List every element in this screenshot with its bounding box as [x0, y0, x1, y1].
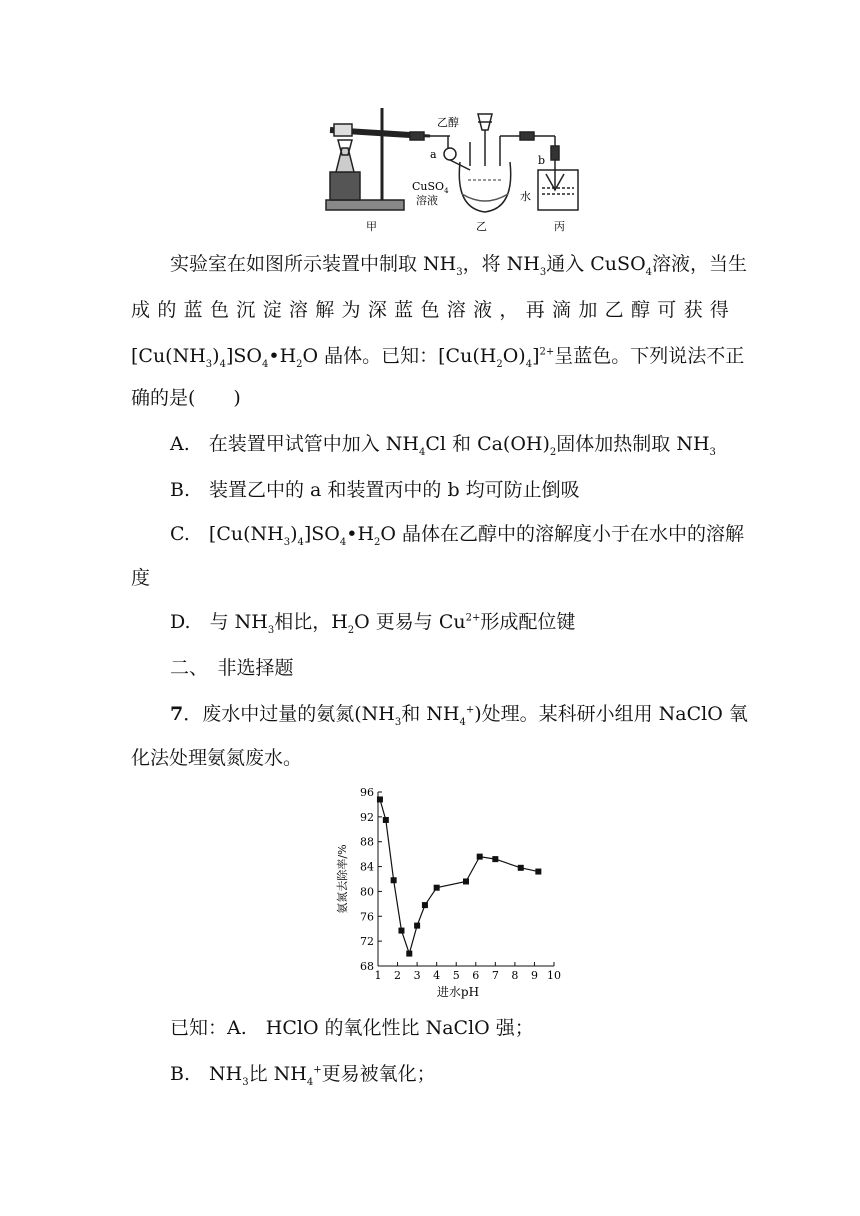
q6-option-d[interactable]: D. 与 $NH_3$相比，$H_2O$ 更易与 $Cu^{2+}$形成配位键 [170, 611, 576, 636]
stem-char: ， [499, 299, 519, 321]
stem-char: 沉 [236, 299, 256, 321]
q6-stem-line1: 实验室在如图所示装置中制取 $NH_3$，将 $NH_3$通入 CuSO$_4$溶液，当生 [170, 253, 748, 278]
stem-char: 的 [157, 299, 177, 321]
data-point [477, 854, 483, 860]
x-tick-label: 2 [394, 969, 402, 982]
stem-char: 再 [525, 299, 545, 321]
data-point [535, 869, 541, 875]
stem-char: 成 [131, 299, 151, 321]
data-point [398, 928, 404, 934]
q6-option-a[interactable]: A. 在装置甲试管中加入 $NH_4Cl$ 和 $Ca(OH)_2$固体加热制取 $NH_3$ [170, 433, 716, 458]
y-tick-label: 96 [360, 786, 374, 799]
q7-stem-line2: 化法处理氨氮废水。 [131, 747, 303, 769]
data-point [406, 951, 412, 957]
y-tick-label: 76 [360, 910, 374, 924]
data-point [518, 865, 524, 871]
known-line1: 已知：A. HClO 的氧化性比 NaClO 强； [170, 1017, 534, 1039]
apparatus-figure [320, 100, 590, 235]
label-ethanol: 乙醇 [437, 116, 459, 129]
label-jia: 甲 [366, 220, 377, 233]
label-bing: 丙 [554, 220, 565, 233]
label-b: b [538, 154, 546, 167]
stem-char: 乙 [604, 299, 624, 321]
stem-char: 得 [709, 299, 729, 321]
removal-rate-chart [328, 782, 568, 1004]
data-point [377, 796, 383, 802]
q6-stem-line4: 确的是( ) [131, 387, 241, 409]
q6-option-b[interactable]: B. 装置乙中的 a 和装置丙中的 b 均可防止倒吸 [170, 479, 580, 501]
data-point [391, 877, 397, 883]
q7-number: 7 [170, 703, 184, 725]
stem-char: 解 [315, 299, 335, 321]
stem-char: 色 [420, 299, 440, 321]
y-tick-label: 80 [360, 885, 374, 899]
x-tick-label: 6 [472, 969, 480, 982]
stem-char: 蓝 [394, 299, 414, 321]
stem-char: 深 [367, 299, 387, 321]
q6-option-c[interactable]: C. $[Cu(NH_3)_4]SO_4•H_2O$ 晶体在乙醇中的溶解度小于在水中的溶解 [170, 523, 745, 548]
stem-char: 醇 [630, 299, 650, 321]
y-tick-label: 92 [360, 810, 374, 824]
q6-stem-line2 [131, 298, 729, 322]
stem-char: 淀 [262, 299, 282, 321]
known-line2: B. $NH_3$比 $NH_4^+$更易被氧化； [170, 1063, 436, 1088]
stem-char: 获 [683, 299, 703, 321]
data-point [463, 878, 469, 884]
stem-char: 溶 [288, 299, 308, 321]
y-tick-label: 72 [360, 935, 374, 949]
q6-option-c-cont: 度 [131, 567, 151, 589]
section-heading: 二、 非选择题 [170, 657, 294, 679]
x-tick-label: 10 [547, 969, 561, 982]
stem-char: 滴 [552, 299, 572, 321]
stem-char: 溶 [446, 299, 466, 321]
x-tick-label: 9 [530, 969, 538, 982]
stem-char: 液 [473, 299, 493, 321]
stem-char: 加 [578, 299, 598, 321]
x-tick-label: 8 [511, 969, 519, 982]
data-point [434, 885, 440, 891]
y-tick-label: 68 [360, 960, 374, 973]
label-solution: 溶液 [416, 194, 438, 207]
y-tick-label: 84 [360, 860, 374, 874]
q7-stem-line1: 7．废水中过量的氨氮($NH_3$和 $NH_4^+$)处理。某科研小组用 NaClO 氧 [170, 703, 748, 728]
label-yi: 乙 [476, 220, 487, 233]
data-point [383, 817, 389, 823]
x-tick-label: 1 [374, 969, 382, 982]
label-cuso4: CuSO$_4$ [412, 180, 449, 195]
stem-char: 色 [209, 299, 229, 321]
data-point [414, 923, 420, 929]
x-tick-label: 4 [433, 969, 441, 982]
label-a: a [430, 148, 437, 161]
y-tick-label: 88 [360, 835, 374, 849]
x-tick-label: 3 [413, 969, 421, 982]
stem-char: 为 [341, 299, 361, 321]
x-tick-label: 5 [452, 969, 460, 982]
data-point [422, 902, 428, 908]
stem-char: 可 [657, 299, 677, 321]
q6-stem-line3: $[Cu(NH_3)_4]SO_4•H_2O$ 晶体。已知：$[Cu(H_2O)_4]^{2+}$呈蓝色。下列说法不正 [131, 345, 745, 370]
x-axis-label: 进水pH [436, 985, 480, 999]
stem-char: 蓝 [183, 299, 203, 321]
label-water: 水 [520, 190, 531, 203]
data-point [492, 856, 498, 862]
x-tick-label: 7 [491, 969, 499, 982]
y-axis-label: 氨氮去除率/% [336, 844, 349, 914]
